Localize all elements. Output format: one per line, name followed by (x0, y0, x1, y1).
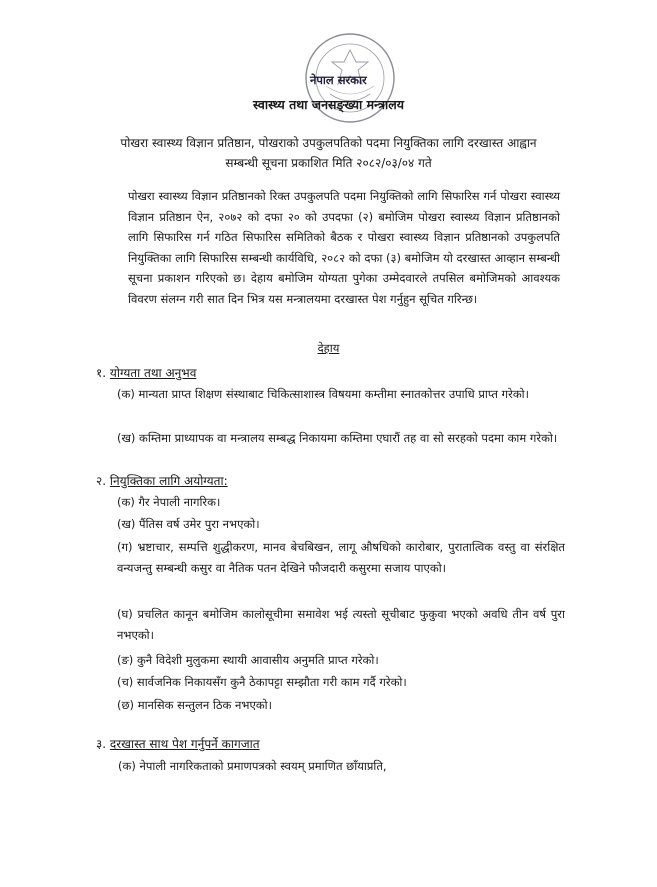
section-2-heading (96, 472, 228, 489)
section-title: योग्यता तथा अनुभव (109, 366, 197, 380)
section-2-item-ka: (क) गैर नेपाली नागरिक। (117, 495, 221, 509)
section-1-item-kha: (ख) कम्तिमा प्राध्यापक वा मन्त्रालय सम्बद्ध निकायमा कम्तिमा एघारौं तह वा सो सरहको पदमा काम गरेको। (117, 431, 558, 445)
ministry-name: स्वास्थ्य तथा जनसङ्ख्या मन्त्रालय (253, 97, 404, 112)
section-number: १. (96, 366, 107, 380)
section-2-item-gha: (घ) प्रचलित कानून बमोजिम कालोसूचीमा समावेश भई त्यस्तो सूचीबाट फुकुवा भएको अवधि तीन वर्ष पुरा नभएको। (117, 607, 565, 642)
notice-title-line-2: सम्बन्धी सूचना प्रकाशित मिति २०८२/०३/०४ गते (225, 156, 432, 170)
section-1-heading (96, 364, 196, 381)
stamp-text: नेपाल सरकार (310, 73, 367, 87)
section-2-item-chha: (छ) मानसिक सन्तुलन ठिक नभएको। (117, 698, 273, 712)
section-number: २. (96, 474, 107, 488)
section-3-item-ka: (क) नेपाली नागरिकताको प्रमाणपत्रको स्वयम् प्रमाणित छाँयाप्रति, (118, 759, 387, 773)
dehaya-heading: देहाय (317, 341, 340, 355)
intro-paragraph: पोखरा स्वास्थ्य विज्ञान प्रतिष्ठानको रिक्त उपकुलपति पदमा नियुक्तिको लागि सिफारिस गर्न पोखरा स्वास्थ्य विज्ञान प्रतिष्ठान ऐन, २०७२ को दफा २० को उपदफा (२) बमोजिम पोखरा स्वास्थ्य विज्ञान प्रतिष्ठानको लागि सिफारिस गर्न गठित सिफारिस समितिको बैठक र पोखरा स्वास्थ्य विज्ञान प्रतिष्ठानको उपकुलपति नियुक्तिका लागि सिफारिस सम्बन्धी कार्यविधि, २०८२ को दफा (३) बमोजिम यो दरखास्त आव्हान सम्बन्धी सूचना प्रकाशन गरिएको छ। देहाय बमोजिम योग्यता पुगेका उम्मेदवारले तपसिल बमोजिमको आवश्यक विवरण संलग्न गरी सात दिन भित्र यस मन्त्रालयमा दरखास्त पेश गर्नुहुन सूचित गरिन्छ। (128, 189, 560, 306)
section-title: दरखास्त साथ पेश गर्नुपर्ने कागजात (109, 737, 260, 751)
section-3-heading (96, 735, 260, 752)
section-2-item-nga: (ङ) कुनै विदेशी मुलुकमा स्थायी आवासीय अनुमति प्राप्त गरेको। (117, 653, 379, 667)
section-2-item-ga: (ग) भ्रष्टाचार, सम्पत्ति शुद्धीकरण, मानव बेचबिखन, लागू औषधिको कारोबार, पुरातात्विक वस्तु वा संरक्षित वन्यजन्तु सम्बन्धी कसुर वा नैतिक पतन देखिने फौजदारी कसुरमा सजाय पाएको। (117, 540, 565, 575)
section-2-item-cha: (च) सार्वजनिक निकायसँग कुनै ठेकापट्टा सम्झौता गरी काम गर्दै गरेको। (117, 675, 407, 689)
section-1-item-ka: (क) मान्यता प्राप्त शिक्षण संस्थाबाट चिकित्साशास्त्र विषयमा कम्तीमा स्नातकोत्तर उपाधि प्राप्त गरेको। (117, 387, 529, 401)
section-2-item-kha: (ख) पैंतिस वर्ष उमेर पुरा नभएको। (117, 517, 260, 531)
section-number: ३. (96, 737, 107, 751)
section-title: नियुक्तिका लागि अयोग्यता: (109, 474, 228, 488)
notice-title-line-1: पोखरा स्वास्थ्य विज्ञान प्रतिष्ठान, पोखराको उपकुलपतिको पदमा नियुक्तिका लागि दरखास्त आह्वान (120, 136, 537, 150)
